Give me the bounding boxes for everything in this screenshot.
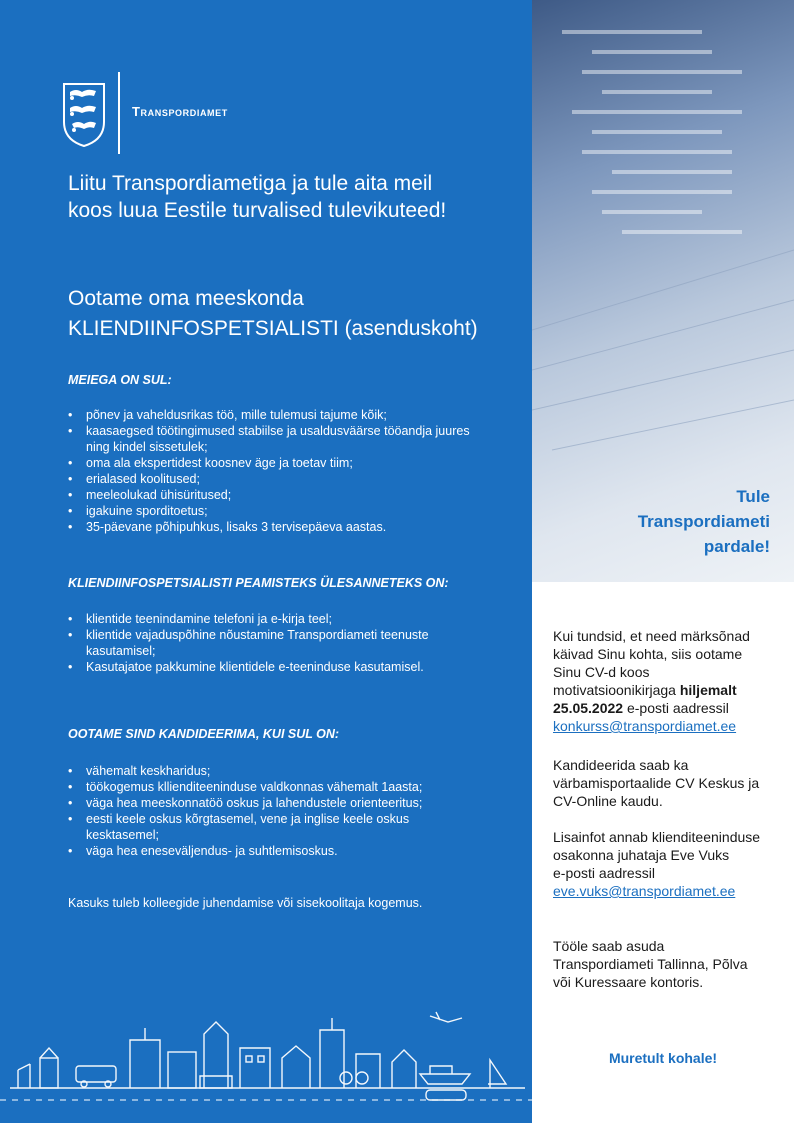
slogan-line: Tule [736, 487, 770, 506]
join-slogan [600, 484, 770, 559]
list-item: • oma ala ekspertidest koosnev äge ja toetav tiim; [68, 455, 478, 471]
email-label: e-posti aadressil [626, 700, 729, 716]
headline [68, 170, 508, 224]
list-item: • Kasutajatoe pakkumine klientidele e-teeninduse kasutamisel. [68, 659, 478, 675]
intro-line: Ootame oma meeskonda [68, 287, 304, 310]
slogan-line: Transpordiameti [637, 512, 770, 531]
contact-text: Lisainfot annab klienditeeninduse osakonna juhataja Eve Vuks [553, 829, 761, 863]
list-item: • töökogemus kllienditeeninduse valdkonnas vähemalt 1aasta; [68, 779, 478, 795]
list-item: • väga hea meeskonnatöö oskus ja lahendustele orienteeritus; [68, 795, 478, 811]
list-item: • klientide vajaduspõhine nõustamine Transpordiameti teenuste kasutamisel; [68, 627, 478, 659]
bonus-note: Kasuks tuleb kolleegide juhendamise või sisekoolitaja kogemus. [68, 896, 423, 910]
list-item: • meeleolukad ühisüritused; [68, 487, 478, 503]
brand-name: Transpordiamet [132, 104, 228, 119]
location-info: Tööle saab asuda Transpordiameti Tallinna, Põlva või Kuressaare kontoris. [553, 938, 748, 990]
list-item: • klientide teenindamine telefoni ja e-kirja teel; [68, 611, 478, 627]
position-intro [68, 284, 528, 344]
tasks-list [68, 611, 478, 675]
list-item: • eesti keele oskus kõrgtasemel, vene ja inglise keele oskus kesktasemel; [68, 811, 478, 843]
tasks-heading: KLIENDIINFOSPETSIALISTI PEAMISTEKS ÜLESANNETEKS ON: [68, 576, 449, 590]
benefits-list [68, 407, 478, 535]
slogan-line: pardale! [703, 537, 770, 556]
list-item: • vähemalt keskharidus; [68, 763, 478, 779]
footer-slogan: Muretult kohale! [608, 1050, 718, 1066]
transpordiamet-logo [60, 72, 320, 154]
list-item: • põnev ja vaheldusrikas töö, mille tulemusi tajume kõik; [68, 407, 478, 423]
headline-line: Liitu Transpordiametiga ja tule aita meil [68, 172, 433, 195]
city-skyline-illustration [0, 1000, 532, 1110]
requirements-heading: OOTAME SIND KANDIDEERIMA, KUI SUL ON: [68, 727, 340, 741]
portals-info: Kandideerida saab ka värbamisportaalide CV Keskus ja CV-Online kaudu. [553, 757, 760, 809]
benefits-heading: MEIEGA ON SUL: [68, 373, 172, 387]
requirements-list [68, 763, 478, 859]
list-item: • 35-päevane põhipuhkus, lisaks 3 tervisepäeva aastas. [68, 519, 478, 535]
headline-line: koos luua Eestile turvalised tulevikuteed! [68, 199, 447, 222]
logo-divider [118, 72, 120, 154]
contact-info [553, 828, 768, 900]
job-title: KLIENDIINFOSPETSIALISTI (asenduskoht) [68, 317, 478, 340]
estonian-coat-of-arms-icon [60, 82, 108, 148]
list-item: • kaasaegsed töötingimused stabiilse ja usaldusväärse tööandja juures ning kindel sissetulek; [68, 423, 478, 455]
apply-info [553, 627, 768, 735]
contact-email-link[interactable]: eve.vuks@transpordiamet.ee [553, 883, 736, 899]
deadline: hiljemalt 25.05.2022 [553, 682, 737, 716]
list-item: • igakuine sporditoetus; [68, 503, 478, 519]
contact-email-label: e-posti aadressil [553, 865, 655, 881]
list-item: • väga hea eneseväljendus- ja suhtlemisoskus. [68, 843, 478, 859]
apply-text: Kui tundsid, et need märksõnad käivad Sinu kohta, siis ootame Sinu CV-d koos motivatsioonikirjaga [553, 628, 750, 698]
list-item: • erialased koolitused; [68, 471, 478, 487]
application-email-link[interactable]: konkurss@transpordiamet.ee [553, 718, 737, 734]
